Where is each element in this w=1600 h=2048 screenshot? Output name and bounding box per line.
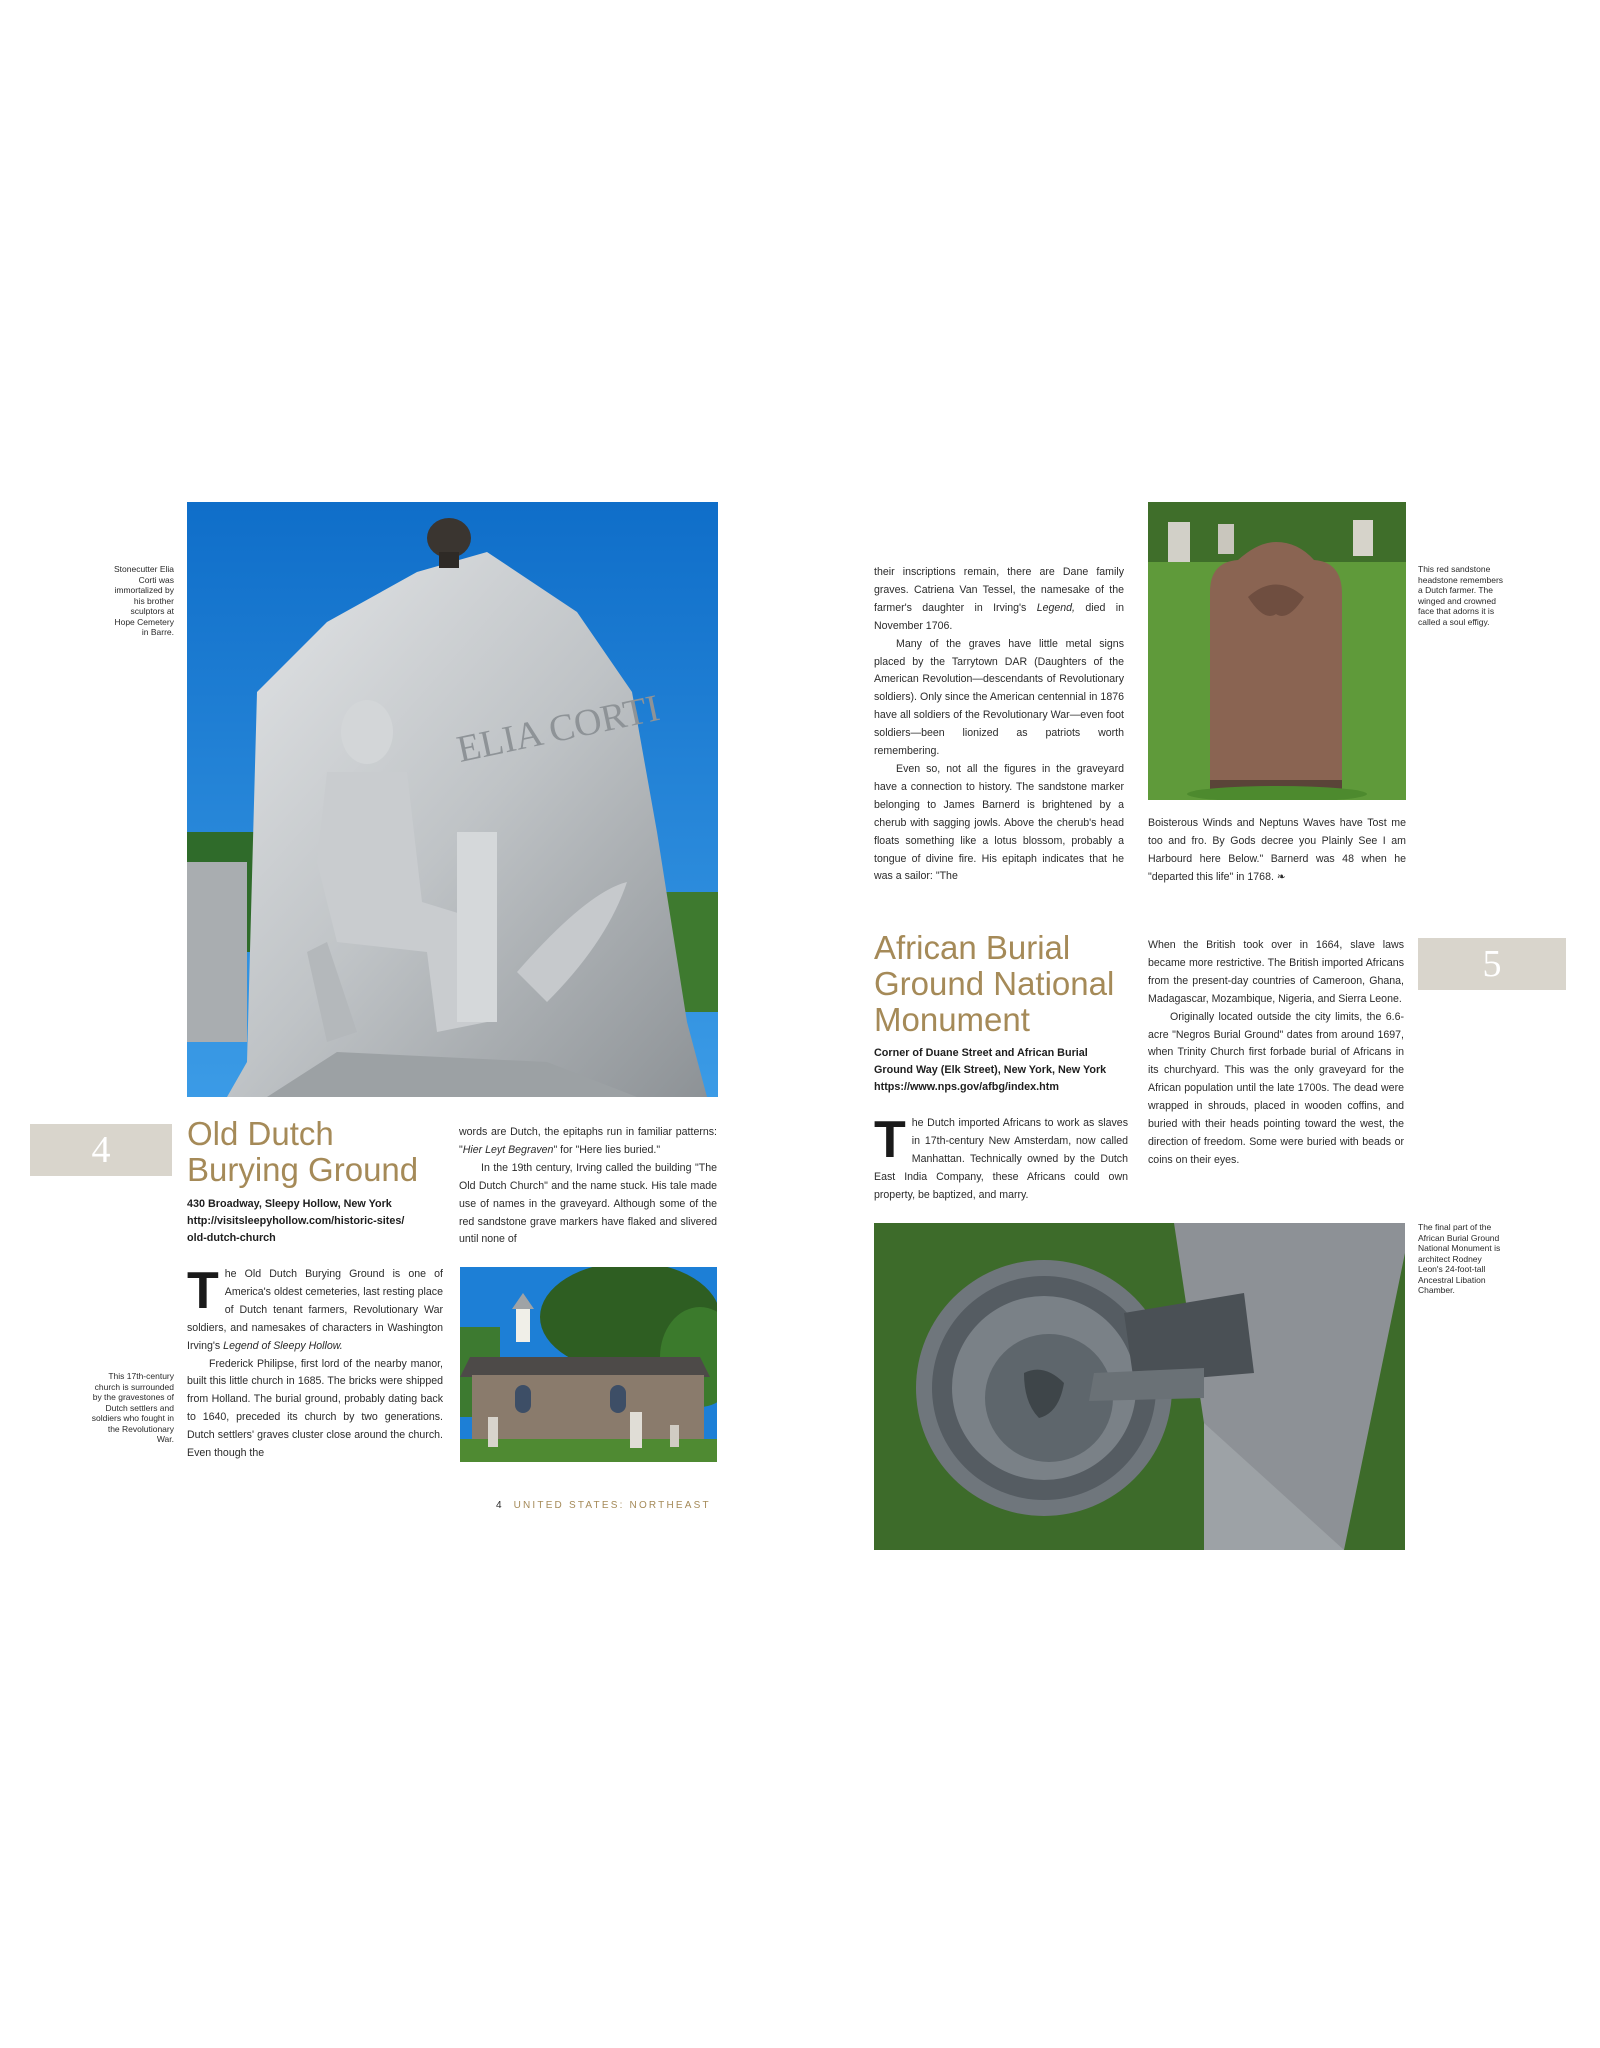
statue-caption: Stonecutter Elia Corti was immortalized by his brother sculptors at Hope Cemetery in Barre. xyxy=(113,564,174,637)
book-title: Legend, xyxy=(1036,601,1075,614)
monument-photo xyxy=(874,1223,1405,1550)
running-head: UNITED STATES: NORTHEAST xyxy=(513,1500,711,1511)
church-caption: This 17th-century church is surrounded by the gravestones of Dutch settlers and soldiers who fought in the Revolutionary War. xyxy=(91,1371,174,1444)
paragraph: Boisterous Winds and Neptuns Waves have Tost me too and fro. By Gods decree you Plainly See I am Harbourd here Below." Barnerd was 48 when he "departed this life" in 1768. ❧ xyxy=(1148,817,1406,883)
paragraph: In the 19th century, Irving called the building "The Old Dutch Church" and the name stuck. His tale made use of names in the graveyard. Although some of the red sandstone grave markers have flaked and slivered until none of xyxy=(459,1161,717,1246)
section-title-line: Old Dutch xyxy=(187,1115,334,1152)
body-column xyxy=(874,564,1124,886)
section-title-line: African Burial xyxy=(874,929,1071,966)
section-title-line: Burying Ground xyxy=(187,1151,419,1188)
paragraph: " for "Here lies buried." xyxy=(553,1143,661,1156)
paragraph: their inscriptions remain, there are Dane family graves. Catriena Van Tessel, the namesake of the farmer's daughter in Irving's xyxy=(874,566,1124,614)
address-url-line: old-dutch-church xyxy=(187,1232,276,1244)
body-column xyxy=(187,1262,443,1463)
body-column xyxy=(1148,815,1406,887)
section-title-line: Ground National xyxy=(874,965,1115,1002)
drop-cap: T xyxy=(187,1262,219,1320)
book-title: Legend of Sleepy Hollow. xyxy=(223,1339,343,1352)
paragraph: Even so, not all the figures in the graveyard have a connection to history. The sandstone marker belonging to James Barnerd is brightened by a cherub with sagging jowls. Above the cherub's head floats something like a lotus blossom, probably a tongue of divine fire. His epitaph indicates that he was a sailor: "The xyxy=(874,762,1124,883)
section-number-tab: 4 xyxy=(30,1124,172,1176)
drop-cap: T xyxy=(874,1111,906,1169)
statue-inscription: ELIA CORTI xyxy=(453,687,664,771)
address-line: Ground Way (Elk Street), New York, New York xyxy=(874,1064,1107,1076)
church-photo xyxy=(460,1267,717,1462)
headstone-caption: This red sandstone headstone remembers a Dutch farmer. The winged and crowned face that adorns it is called a soul effigy. xyxy=(1418,564,1504,627)
headstone-photo xyxy=(1148,502,1406,800)
paragraph: Many of the graves have little metal signs placed by the Tarrytown DAR (Daughters of the American Revolution—descendants of Revolutionary soldiers). Only since the American centennial in 1876 have all soldiers of the Revolutionary War—even foot soldiers—been lionized as patriots worth remembering. xyxy=(874,637,1124,758)
section-title xyxy=(187,1116,447,1188)
site-address xyxy=(187,1196,447,1247)
paragraph: words are Dutch, the epitaphs run in familiar patterns: " xyxy=(459,1126,717,1156)
address-url-line: https://www.nps.gov/afbg/index.htm xyxy=(874,1081,1059,1093)
paragraph: he Dutch imported Africans to work as slaves in 17th-century New Amsterdam, now called Manhattan. Technically owned by the Dutch East India Company, these Africans could own property, be baptized, and marry. xyxy=(874,1117,1128,1201)
paragraph: Originally located outside the city limits, the 6.6-acre "Negros Burial Ground" dates from around 1697, when Trinity Church first forbade burial of Africans in its churchyard. This was the only graveyard for the African population until the late 1700s. The dead were wrapped in shrouds, placed in wooden coffins, and buried with their heads pointing toward the west, the direction of freedom. Some were buried with beads or coins on their eyes. xyxy=(1148,1010,1404,1166)
body-column xyxy=(1148,937,1404,1170)
paragraph: died in November 1706. xyxy=(874,601,1124,632)
site-address xyxy=(874,1045,1144,1096)
section-number-tab: 5 xyxy=(1418,938,1566,990)
body-column xyxy=(874,1111,1128,1205)
statue-photo xyxy=(187,502,718,1097)
section-title xyxy=(874,930,1144,1038)
body-column xyxy=(459,1124,717,1249)
section-title-line: Monument xyxy=(874,1001,1030,1038)
paragraph: Frederick Philipse, first lord of the nearby manor, built this little church in 1685. The bricks were shipped from Holland. The burial ground, probably dating back to 1640, preceded its church by two generations. Dutch settlers' graves cluster close around the church. Even though the xyxy=(187,1357,443,1460)
address-url-line: http://visitsleepyhollow.com/historic-sites/ xyxy=(187,1215,405,1227)
paragraph: When the British took over in 1664, slave laws became more restrictive. The British imported Africans from the present-day countries of Cameroon, Ghana, Madagascar, Mozambique, Nigeria, and Sierra Leone. xyxy=(1148,939,1404,1005)
page-footer xyxy=(496,1500,736,1511)
page-number: 4 xyxy=(496,1500,502,1511)
epitaph-phrase: Hier Leyt Begraven xyxy=(462,1143,554,1156)
paragraph: he Old Dutch Burying Ground is one of America's oldest cemeteries, last resting place of Dutch tenant farmers, Revolutionary War soldiers, and namesakes of characters in Washington Irving's xyxy=(187,1268,443,1352)
monument-caption: The final part of the African Burial Ground National Monument is architect Rodney Leon's 24-foot-tall Ancestral Libation Chamber. xyxy=(1418,1222,1501,1295)
address-line: Corner of Duane Street and African Burial xyxy=(874,1047,1088,1059)
address-line: 430 Broadway, Sleepy Hollow, New York xyxy=(187,1198,392,1210)
